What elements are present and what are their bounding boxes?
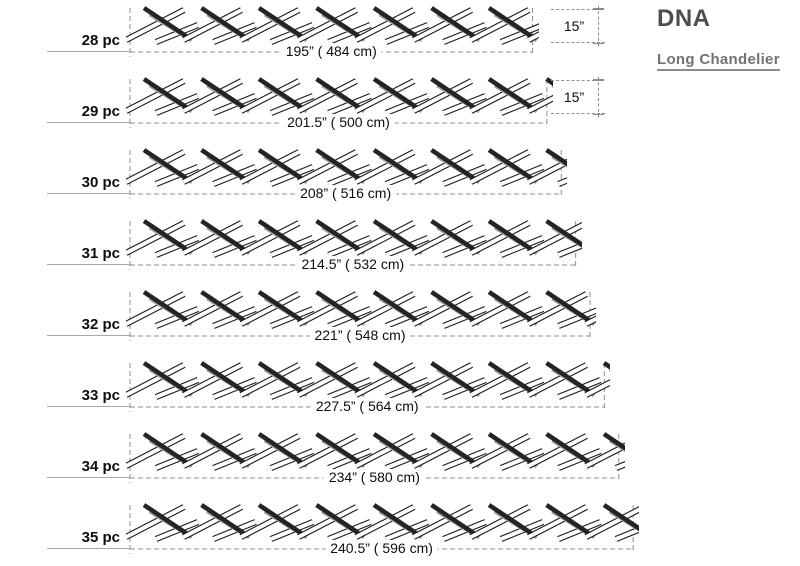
height-dimension-label: 15” [563,89,585,105]
product-subtitle: Long Chandelier [657,51,780,71]
length-dimension-label: 214.5” ( 532 cm) [296,256,409,273]
length-dimension-label: 221” ( 548 cm) [309,327,410,344]
length-dimension-label: 208” ( 516 cm) [295,185,396,202]
length-dimension-label: 234” ( 580 cm) [324,469,425,486]
size-row-35pc [0,493,800,559]
left-rule [47,264,130,265]
left-rule [47,548,130,549]
product-title: DNA [657,5,711,32]
piece-count-label: 29 pc [81,103,120,120]
title-block [657,6,780,71]
piece-count-label: 35 pc [81,529,120,546]
left-rule [47,193,130,194]
left-rule [47,122,130,123]
left-rule [47,335,130,336]
height-dimension [553,80,598,114]
size-row-32pc [0,280,800,346]
size-row-33pc [0,351,800,417]
length-dimension-label: 201.5” ( 500 cm) [282,114,395,131]
piece-count-label: 32 pc [81,316,120,333]
height-dim-measure-line [598,77,599,117]
height-dimension-label: 15” [563,18,585,34]
piece-count-label: 28 pc [81,32,120,49]
length-dimension-label: 240.5” ( 596 cm) [325,540,438,557]
size-row-34pc [0,422,800,488]
height-dimension [553,9,598,43]
length-dimension-label: 227.5” ( 564 cm) [311,398,424,415]
piece-count-label: 34 pc [81,458,120,475]
piece-count-label: 33 pc [81,387,120,404]
piece-count-label: 31 pc [81,245,120,262]
size-row-30pc [0,138,800,204]
height-dim-measure-line [598,6,599,46]
piece-count-label: 30 pc [81,174,120,191]
left-rule [47,51,130,52]
left-rule [47,406,130,407]
length-dimension-label: 195” ( 484 cm) [281,43,382,60]
size-row-31pc [0,209,800,275]
size-row-29pc [0,67,800,133]
left-rule [47,477,130,478]
